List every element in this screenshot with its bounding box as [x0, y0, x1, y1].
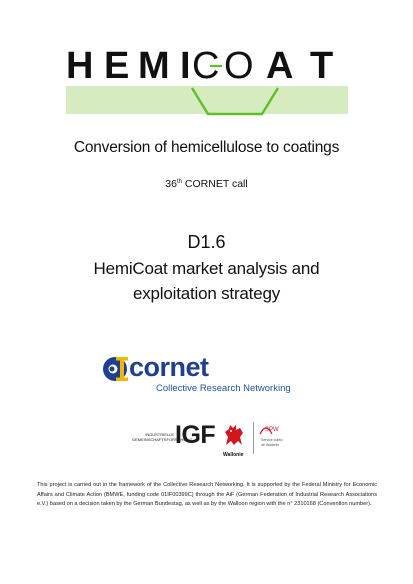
- hemicoat-logo: [66, 44, 348, 120]
- igf-small-line2: GEMEINSCHAFTSFORSCHUNG: [132, 437, 193, 442]
- project-subtitle: Conversion of hemicellulose to coatings: [73, 139, 340, 156]
- call-number: 36: [165, 178, 177, 190]
- sponsor-divider: [253, 422, 254, 454]
- wallonie-label: Wallonie: [223, 452, 244, 458]
- call-text: CORNET call: [181, 178, 248, 190]
- cornet-emblem-icon: [102, 354, 132, 384]
- cornet-logo: [102, 352, 322, 402]
- hemicoat-logo-graphic: [66, 44, 348, 120]
- spw-subtitle: [261, 438, 291, 447]
- igf-small-line1: INDUSTRIELLE: [145, 432, 174, 437]
- call-suffix: th: [176, 179, 182, 185]
- funding-statement: This project is carried out in the framework of the Collective Research Networking. It is supported by the Federal Ministry for Economic Affairs and Climate Action (BMWE, funding code 01IF00399C) through the AiF (German Federation of Industrial Research Associations e.V.) based on a decision taken by the German Bundestag, as well as by the Walloon region with the n° 2310168 (Convention number).: [37, 482, 377, 508]
- igf-wordmark: IGF: [175, 421, 216, 449]
- spw-label: SPW: [265, 427, 279, 433]
- logo-letter-a: A: [266, 45, 294, 87]
- cornet-wordmark: cornet: [129, 352, 209, 382]
- sponsor-logos: [132, 418, 292, 460]
- logo-letter-i: I: [180, 45, 191, 87]
- deliverable-title-line2: exploitation strategy: [133, 284, 280, 303]
- deliverable-number: D1.6: [187, 232, 226, 252]
- deliverable-title-line1: HemiCoat market analysis and: [93, 259, 320, 278]
- logo-letter-e: E: [104, 45, 130, 87]
- logo-letter-c: C: [192, 45, 220, 87]
- wallonie-rooster-icon: [223, 423, 245, 449]
- logo-letter-o: O: [224, 45, 254, 87]
- logo-letter-t: T: [310, 45, 334, 87]
- logo-letter-m: M: [138, 45, 170, 87]
- cornet-tagline: Collective Research Networking: [156, 383, 291, 394]
- spw-sub-line1: Service public: [261, 438, 283, 442]
- spw-sub-line2: de Wallonie: [261, 442, 280, 447]
- logo-letter-h: H: [66, 45, 94, 87]
- cornet-call: [0, 178, 413, 190]
- igf-logo-icon: [132, 432, 193, 442]
- logo-green-band: [66, 86, 348, 114]
